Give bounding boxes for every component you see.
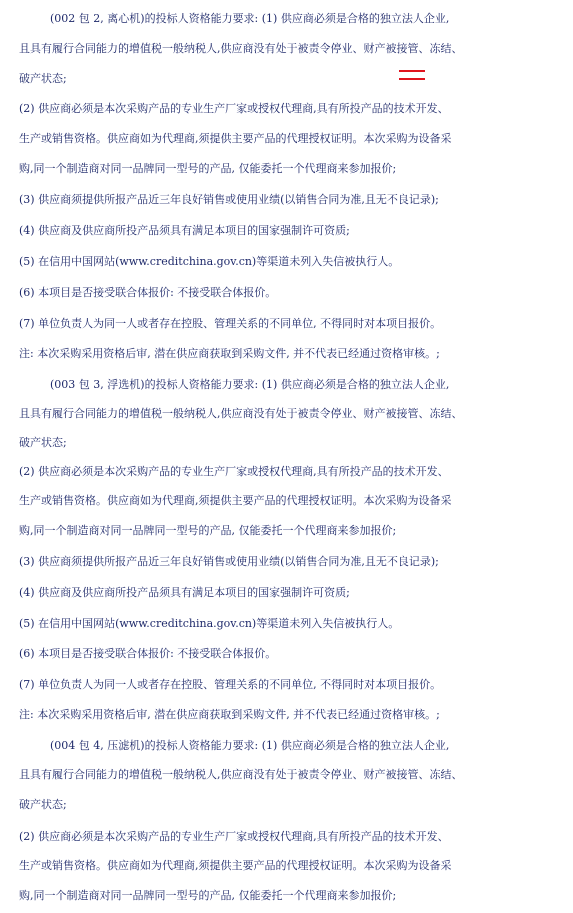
sec2-req6: (6) 本项目是否接受联合体报价: 不接受联合体报价。 [19, 647, 277, 660]
red-annotation-mark [399, 68, 425, 82]
sec1-req2-line3: 购,同一个制造商对同一品牌同一型号的产品, 仅能委托一个代理商来参加报价; [19, 162, 397, 175]
sec3-intro-line3: 破产状态; [19, 798, 67, 811]
sec1-intro-line2: 且具有履行合同能力的增值税一般纳税人,供应商没有处于被责令停业、财产被接管、冻结、 [19, 42, 463, 55]
sec2-req4: (4) 供应商及供应商所投产品须具有满足本项目的国家强制许可资质; [19, 586, 350, 599]
sec1-req6: (6) 本项目是否接受联合体报价: 不接受联合体报价。 [19, 286, 277, 299]
sec1-req7: (7) 单位负责人为同一人或者存在控股、管理关系的不同单位, 不得同时对本项目报价。 [19, 317, 442, 330]
sec1-req4: (4) 供应商及供应商所投产品须具有满足本项目的国家强制许可资质; [19, 224, 350, 237]
sec1-req2-line1: (2) 供应商必须是本次采购产品的专业生产厂家或授权代理商,具有所投产品的技术开发、 [19, 102, 449, 115]
sec3-req2-line1: (2) 供应商必须是本次采购产品的专业生产厂家或授权代理商,具有所投产品的技术开发、 [19, 830, 449, 843]
sec2-req7: (7) 单位负责人为同一人或者存在控股、管理关系的不同单位, 不得同时对本项目报价。 [19, 678, 442, 691]
sec1-req5: (5) 在信用中国网站(www.creditchina.gov.cn)等渠道未列入失信被执行人。 [19, 255, 400, 268]
sec2-intro-line2: 且具有履行合同能力的增值税一般纳税人,供应商没有处于被责令停业、财产被接管、冻结、 [19, 407, 463, 420]
sec3-intro-line1: (004 包 4, 压滤机)的投标人资格能力要求: (1) 供应商必须是合格的独立法人企业, [50, 739, 450, 752]
sec3-req2-line3: 购,同一个制造商对同一品牌同一型号的产品, 仅能委托一个代理商来参加报价; [19, 889, 397, 902]
sec3-intro-line2: 且具有履行合同能力的增值税一般纳税人,供应商没有处于被责令停业、财产被接管、冻结、 [19, 768, 463, 781]
sec1-req2-line2: 生产或销售资格。供应商如为代理商,须提供主要产品的代理授权证明。本次采购为设备采 [19, 132, 452, 145]
sec2-note: 注: 本次采购采用资格后审, 潜在供应商获取到采购文件, 并不代表已经通过资格审核。; [19, 708, 440, 721]
sec1-req3: (3) 供应商须提供所报产品近三年良好销售或使用业绩(以销售合同为准,且无不良记录); [19, 193, 439, 206]
sec1-note: 注: 本次采购采用资格后审, 潜在供应商获取到采购文件, 并不代表已经通过资格审核。; [19, 347, 440, 360]
sec3-req2-line2: 生产或销售资格。供应商如为代理商,须提供主要产品的代理授权证明。本次采购为设备采 [19, 859, 452, 872]
sec1-intro-line3: 破产状态; [19, 72, 67, 85]
sec2-req3: (3) 供应商须提供所报产品近三年良好销售或使用业绩(以销售合同为准,且无不良记录); [19, 555, 439, 568]
sec1-intro-line1: (002 包 2, 离心机)的投标人资格能力要求: (1) 供应商必须是合格的独立法人企业, [50, 12, 450, 25]
sec2-req5: (5) 在信用中国网站(www.creditchina.gov.cn)等渠道未列入失信被执行人。 [19, 617, 400, 630]
sec2-req2-line1: (2) 供应商必须是本次采购产品的专业生产厂家或授权代理商,具有所投产品的技术开发、 [19, 465, 449, 478]
sec2-req2-line3: 购,同一个制造商对同一品牌同一型号的产品, 仅能委托一个代理商来参加报价; [19, 524, 397, 537]
sec2-intro-line1: (003 包 3, 浮选机)的投标人资格能力要求: (1) 供应商必须是合格的独立法人企业, [50, 378, 450, 391]
sec2-req2-line2: 生产或销售资格。供应商如为代理商,须提供主要产品的代理授权证明。本次采购为设备采 [19, 494, 452, 507]
sec2-intro-line3: 破产状态; [19, 436, 67, 449]
